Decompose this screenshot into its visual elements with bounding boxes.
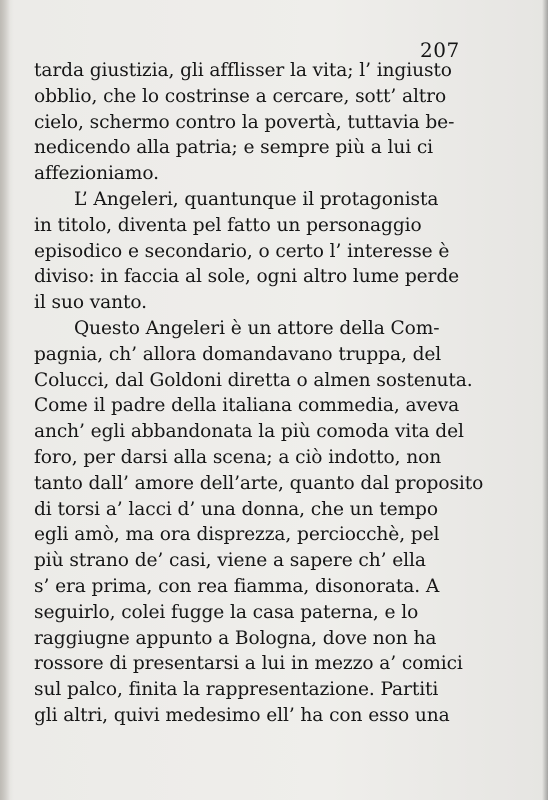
text-line: Colucci, dal Goldoni diretta o almen sostenuta. xyxy=(34,369,473,391)
text-line: egli amò, ma ora disprezza, perciocchè, pel xyxy=(34,524,440,546)
text-line: sul palco, finita la rappresentazione. Partiti xyxy=(34,679,439,701)
body-text xyxy=(34,58,484,729)
text-line: seguirlo, colei fugge la casa paterna, e lo xyxy=(34,601,419,623)
text-line: rossore di presentarsi a lui in mezzo a’ comici xyxy=(34,653,463,675)
page-edge-shadow xyxy=(542,0,548,800)
text-line: più strano de’ casi, viene a sapere ch’ ella xyxy=(34,550,426,572)
text-line: Questo Angeleri è un attore della Com- xyxy=(74,317,440,339)
text-line: anch’ egli abbandonata la più comoda vita del xyxy=(34,421,464,443)
text-line: gli altri, quivi medesimo ell’ ha con esso una xyxy=(34,704,450,726)
page-number: 207 xyxy=(420,38,460,62)
text-line: tanto dall’ amore dell’arte, quanto dal proposito xyxy=(34,472,484,494)
text-line: L’ Angeleri, quantunque il protagonista xyxy=(74,188,439,210)
text-line: pagnia, ch’ allora domandavano truppa, del xyxy=(34,343,442,365)
text-line: Come il padre della italiana commedia, aveva xyxy=(34,395,460,417)
text-line: di torsi a’ lacci d’ una donna, che un tempo xyxy=(34,498,438,520)
text-line: affezioniamo. xyxy=(34,163,159,185)
text-line: raggiugne appunto a Bologna, dove non ha xyxy=(34,627,437,649)
text-line: cielo, schermo contro la povertà, tuttavia be- xyxy=(34,111,455,133)
text-line: in titolo, diventa pel fatto un personaggio xyxy=(34,214,422,236)
text-line: foro, per darsi alla scena; a ciò indotto, non xyxy=(34,446,442,468)
text-line: obblio, che lo costrinse a cercare, sott’ altro xyxy=(34,85,447,107)
text-line: diviso: in faccia al sole, ogni altro lume perde xyxy=(34,266,460,288)
text-line: tarda giustizia, gli afflisser la vita; l’ ingiusto xyxy=(34,60,452,81)
text-line: nedicendo alla patria; e sempre più a lui ci xyxy=(34,137,434,159)
text-line: s’ era prima, con rea fiamma, disonorata. A xyxy=(34,575,440,597)
spine-shadow xyxy=(0,0,10,800)
text-line: il suo vanto. xyxy=(34,292,147,314)
text-line: episodico e secondario, o certo l’ interesse è xyxy=(34,240,450,262)
